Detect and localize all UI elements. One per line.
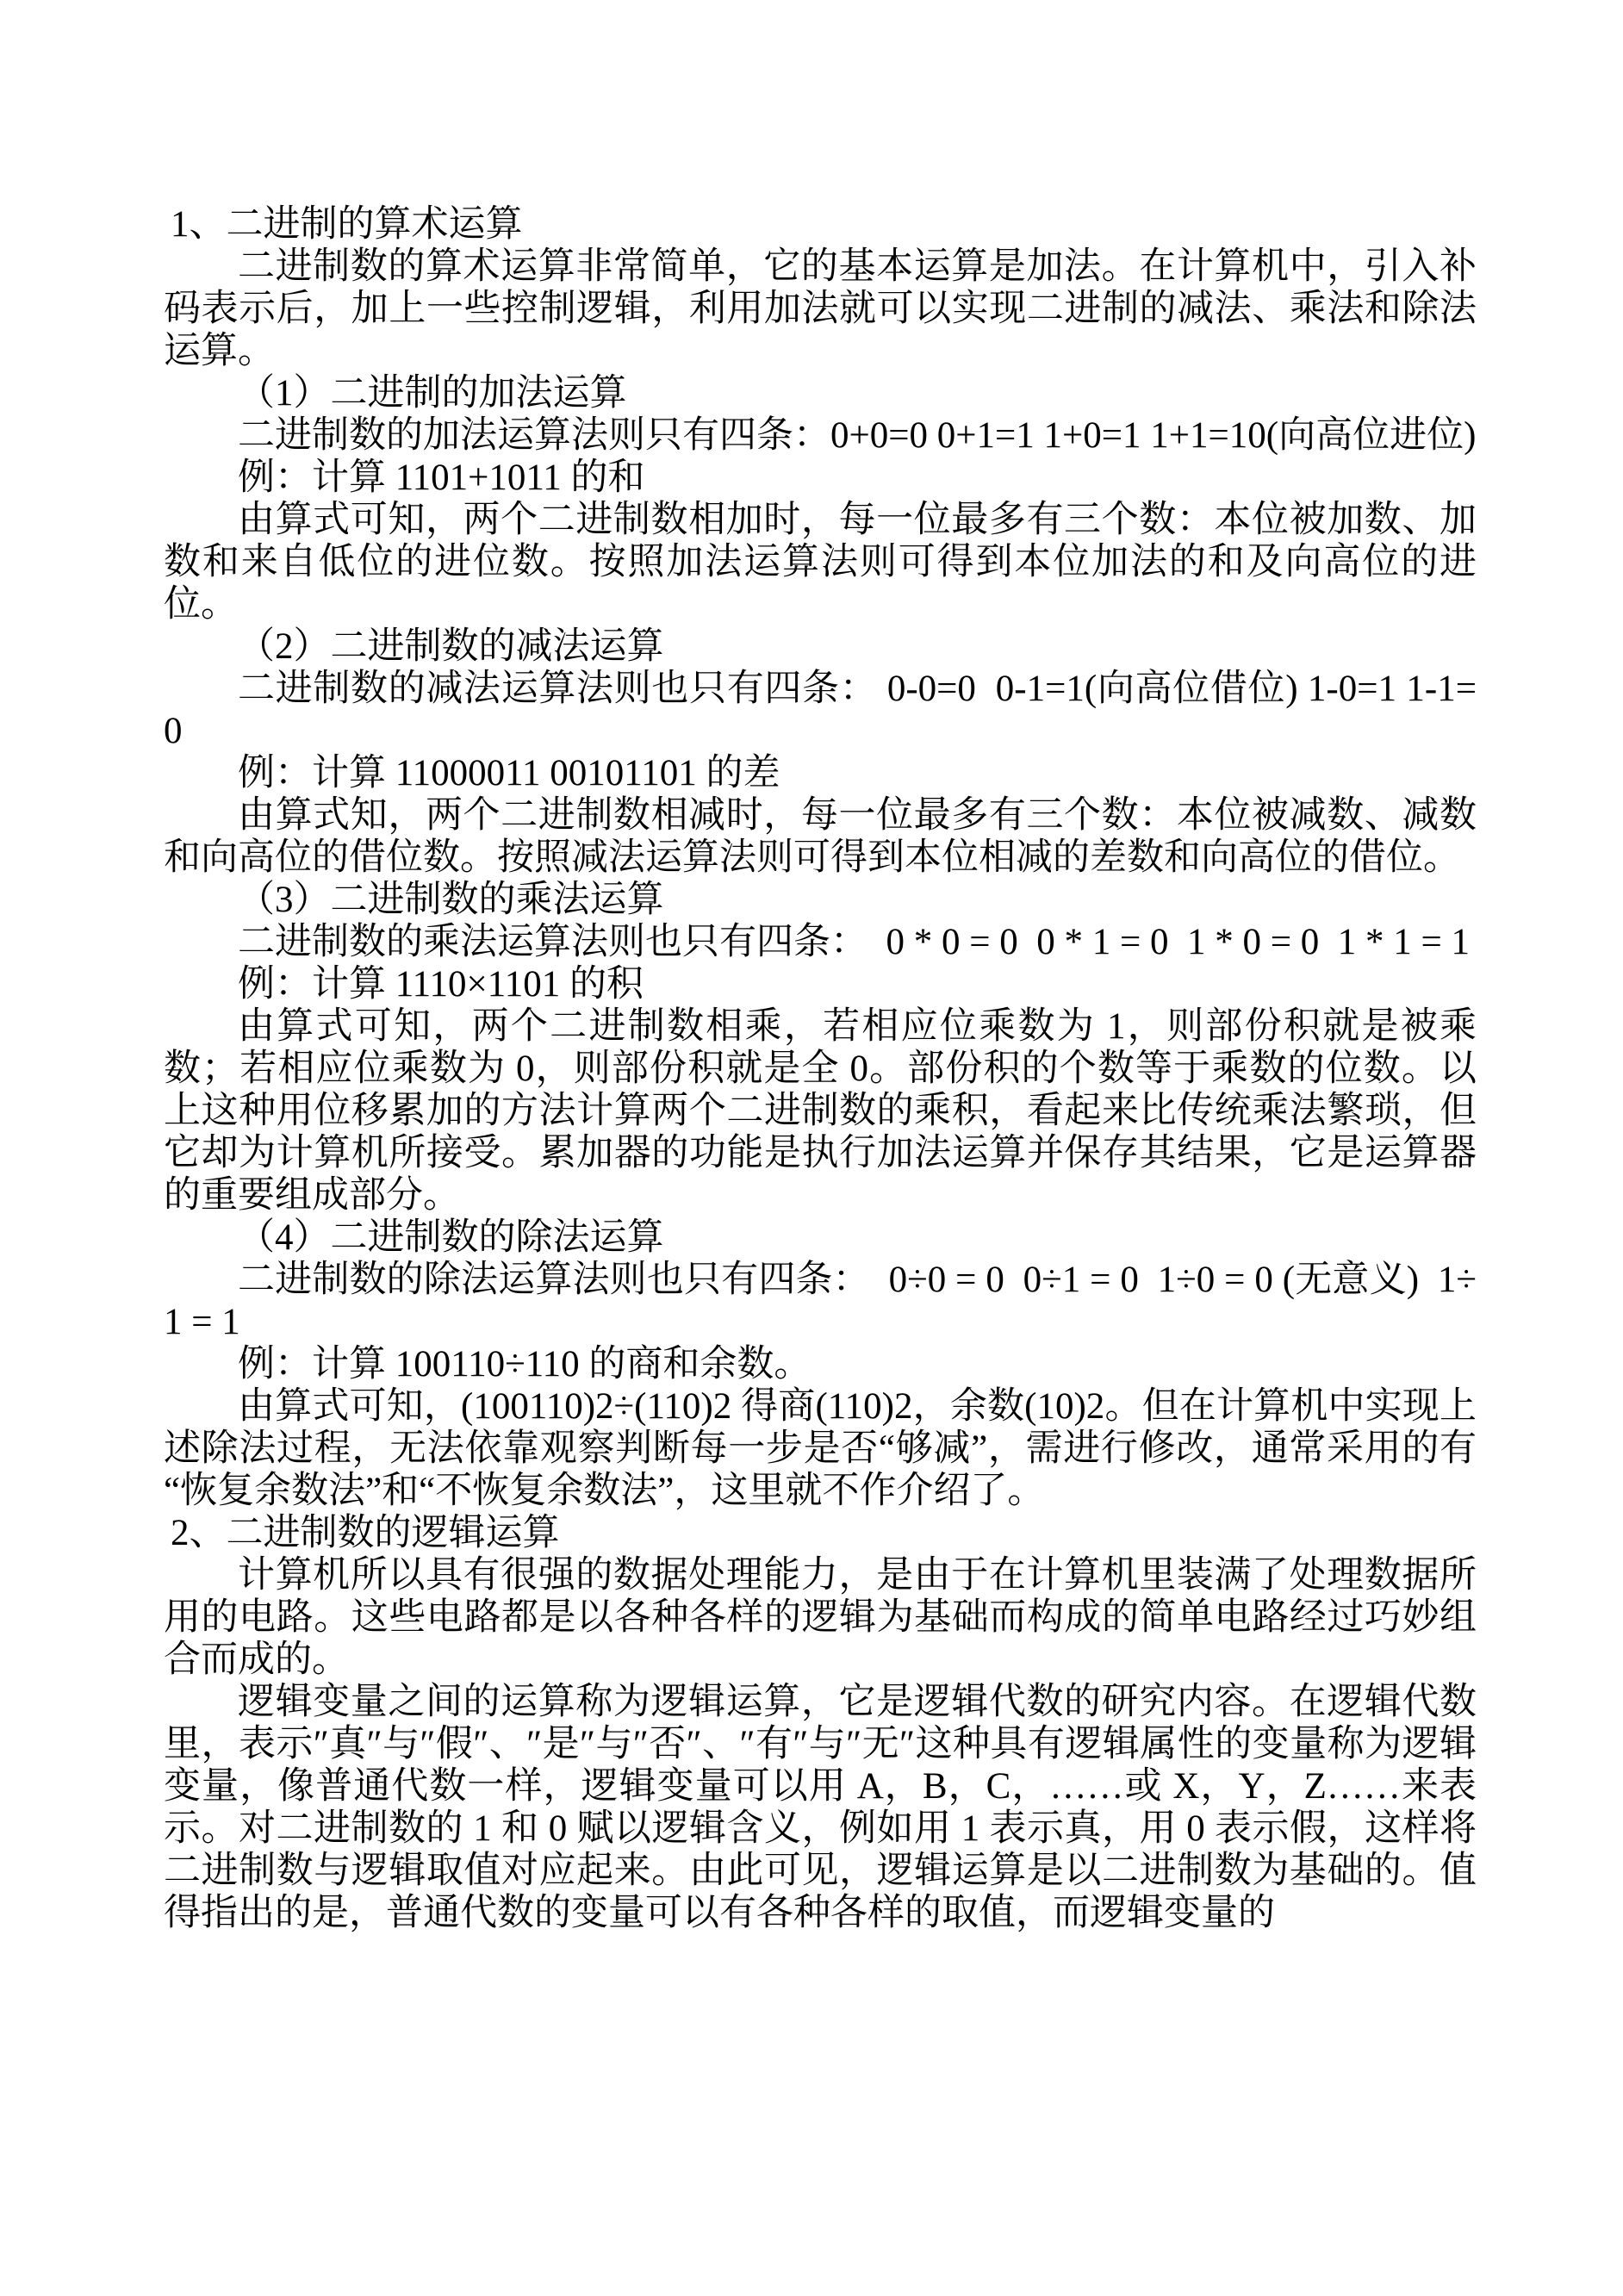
division-example: 例：计算 100110÷110 的商和余数。 (238, 1344, 812, 1384)
section1-intro: 二进制数的算术运算非常简单，它的基本运算是加法。在计算机中，引入补码表示后，加上一些控制逻辑，利用加法就可以实现二进制的减法、乘法和除法运算。 (164, 246, 1477, 371)
subtraction-explanation: 由算式知，两个二进制数相减时，每一位最多有三个数：本位被减数、减数和向高位的借位数。按照减法运算法则可得到本位相减的差数和向高位的借位。 (164, 795, 1477, 878)
logic-variables: 逻辑变量之间的运算称为逻辑运算，它是逻辑代数的研究内容。在逻辑代数里，表示″真″与″假″、″是″与″否″、″有″与″无″这种具有逻辑属性的变量称为逻辑变量，像普通代数一样，逻辑变量可以用 A，B，C，……或 X，Y，Z……来表示。对二进制数的 1 和 0 赋以逻辑含义，例如用 1 表示真，用 0 表示假，这样将二进制数与逻辑取值对应起来。由此可见，逻辑运算是以二进制数为基础的。值得指出的是，普通代数的变量可以有各种各样的取值，而逻辑变量的 (164, 1682, 1477, 1933)
addition-explanation: 由算式可知，两个二进制数相加时，每一位最多有三个数：本位被加数、加数和来自低位的进位数。按照加法运算法则可得到本位加法的和及向高位的进位。 (164, 500, 1477, 625)
addition-rules: 二进制数的加法运算法则只有四条：0+0=0 0+1=1 1+0=1 1+1=10(向高位进位) (238, 415, 1477, 456)
division-explanation: 由算式可知，(100110)2÷(110)2 得商(110)2，余数(10)2。但在计算机中实现上述除法过程，无法依靠观察判断每一步是否“够减”，需进行修改，通常采用的有“恢复余数法”和“不恢复余数法”，这里就不作介绍了。 (164, 1386, 1477, 1511)
addition-subheading: （1）二进制的加法运算 (238, 373, 627, 414)
multiplication-example: 例：计算 1110×1101 的积 (238, 964, 644, 1005)
document-content (164, 203, 1477, 1934)
multiplication-rules: 二进制数的乘法运算法则也只有四条： 0 * 0 = 0 0 * 1 = 0 1 * 0 = 0 1 * 1 = 1 (238, 922, 1471, 962)
multiplication-explanation: 由算式可知，两个二进制数相乘，若相应位乘数为 1，则部份积就是被乘数；若相应位乘数为 0，则部份积就是全 0。部份积的个数等于乘数的位数。以上这种用位移累加的方法计算两个二进制数的乘积，看起来比传统乘法繁琐，但它却为计算机所接受。累加器的功能是执行加法运算并保存其结果，它是运算器的重要组成部分。 (164, 1006, 1477, 1216)
subtraction-rules: 二进制数的减法运算法则也只有四条： 0-0=0 0-1=1(向高位借位) 1-0=1 1-1=0 (164, 669, 1477, 751)
subtraction-example: 例：计算 11000011 00101101 的差 (238, 753, 780, 793)
multiplication-subheading: （3）二进制数的乘法运算 (238, 880, 664, 920)
subtraction-subheading: （2）二进制数的减法运算 (238, 626, 664, 667)
logic-intro: 计算机所以具有很强的数据处理能力，是由于在计算机里装满了处理数据所用的电路。这些电路都是以各种各样的逻辑为基础而构成的简单电路经过巧妙组合而成的。 (164, 1555, 1477, 1680)
division-subheading: （4）二进制数的除法运算 (238, 1217, 664, 1258)
section2-heading: 2、二进制数的逻辑运算 (171, 1513, 560, 1553)
division-rules: 二进制数的除法运算法则也只有四条： 0÷0 = 0 0÷1 = 0 1÷0 = 0 (无意义) 1÷1 = 1 (164, 1260, 1477, 1342)
section1-heading: 1、二进制的算术运算 (171, 204, 523, 245)
addition-example: 例：计算 1101+1011 的和 (238, 457, 645, 498)
